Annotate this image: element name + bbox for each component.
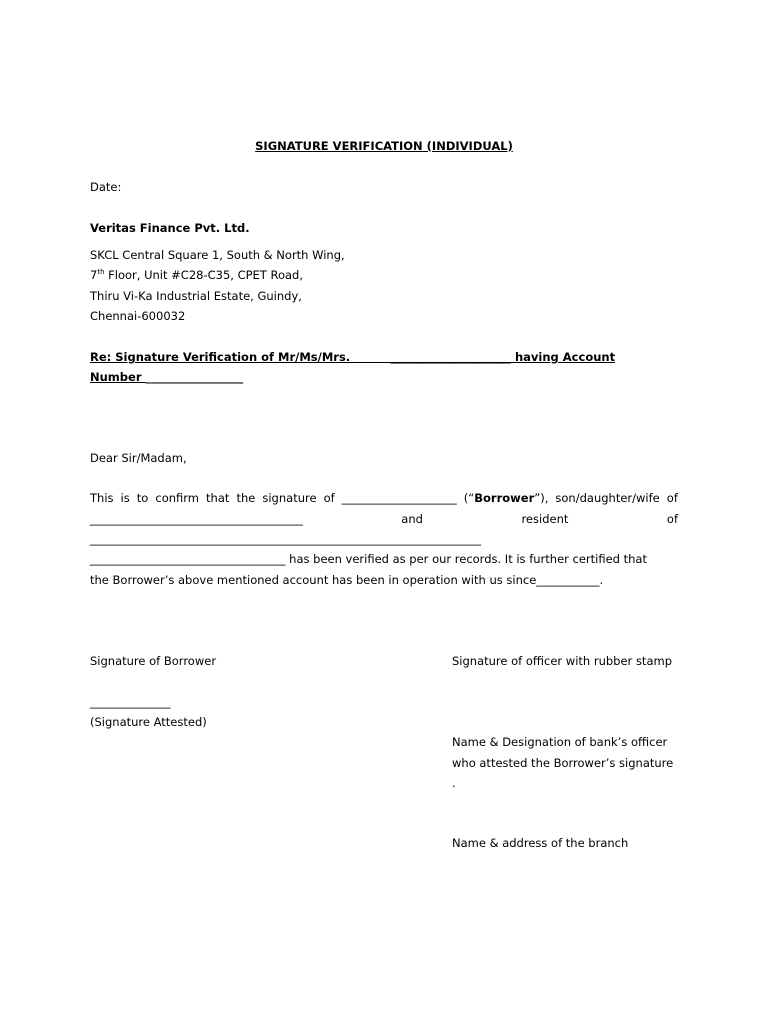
subject-line-1: Re: Signature Verification of Mr/Ms/Mrs. _____________________ having Account: [90, 350, 616, 364]
branch-label: Name & address of the branch: [452, 836, 629, 850]
subject-line-2: Number _________________: [90, 370, 244, 384]
body-line-5: the Borrower’s above mentioned account has been in operation with us since___________.: [90, 573, 604, 587]
officer-designation-dot: .: [452, 776, 456, 790]
officer-designation-line-2: who attested the Borrower’s signature: [452, 756, 674, 770]
body-line-3: ____________________________________________________________________: [90, 532, 481, 546]
address-line-3: Thiru Vi-Ka Industrial Estate, Guindy,: [90, 289, 302, 303]
borrower-term: (“Borrower”),: [463, 491, 549, 505]
body-line-1: This is to confirm that the signature of ____________________ (“Borrower”), son/daughter/wife of: [90, 491, 678, 505]
body-line-2: _____________________________________ and resident of: [90, 512, 678, 526]
address-line-1: SKCL Central Square 1, South & North Wing,: [90, 248, 345, 262]
company-name: Veritas Finance Pvt. Ltd.: [90, 221, 250, 235]
body-line-4: __________________________________ has been verified as per our records. It is further certified that: [90, 552, 647, 566]
signature-attested: (Signature Attested): [90, 715, 207, 729]
salutation: Dear Sir/Madam,: [90, 451, 187, 465]
officer-designation-line-1: Name & Designation of bank’s officer: [452, 735, 668, 749]
address-line-4: Chennai-600032: [90, 309, 186, 323]
officer-signature-label: Signature of officer with rubber stamp: [452, 654, 672, 668]
document-title: SIGNATURE VERIFICATION (INDIVIDUAL): [255, 139, 513, 153]
signature-underline: ______________: [90, 695, 171, 709]
date-label: Date:: [90, 180, 122, 194]
borrower-signature-label: Signature of Borrower: [90, 654, 217, 668]
address-line-2: 7th Floor, Unit #C28-C35, CPET Road,: [90, 268, 304, 282]
